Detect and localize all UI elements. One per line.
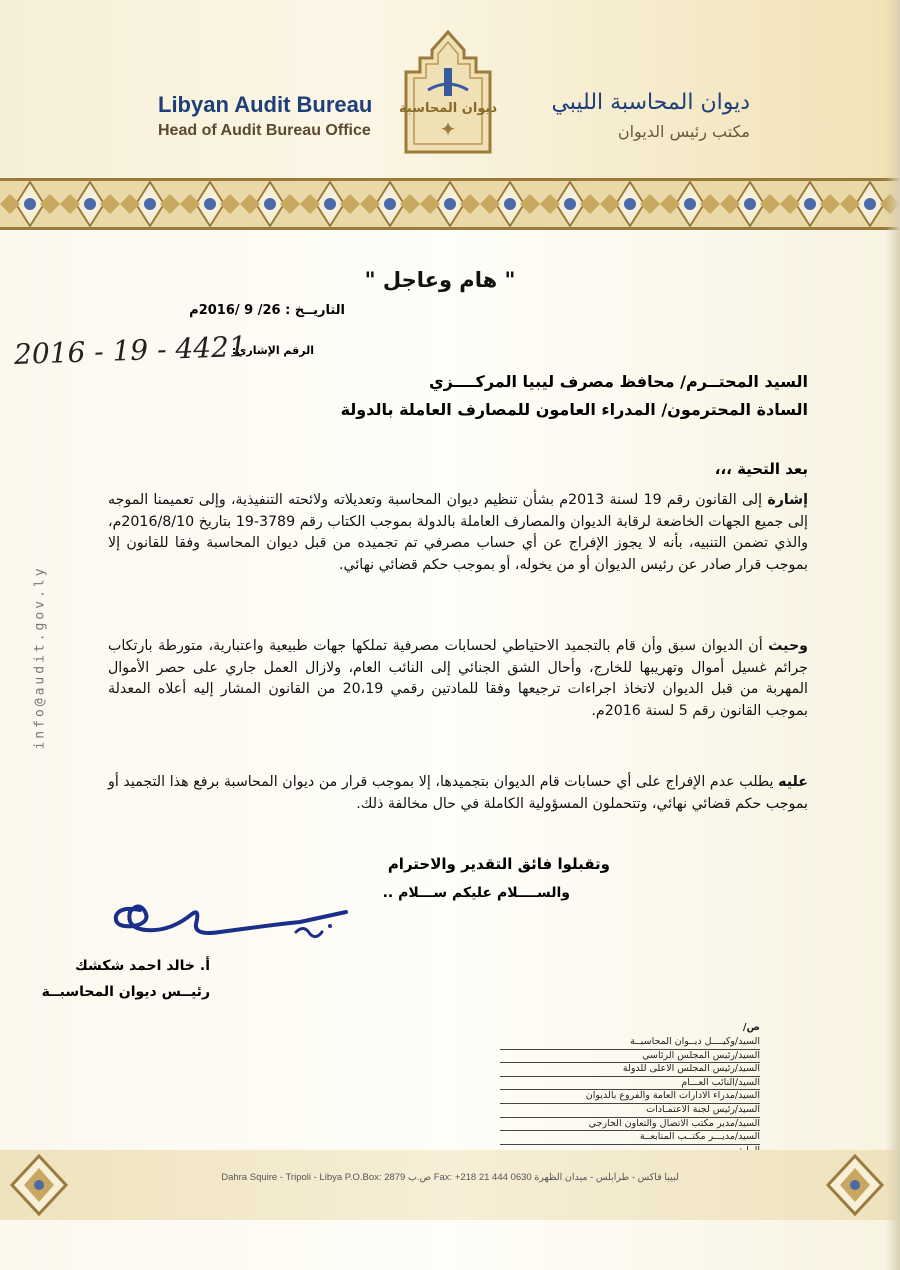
cc-heading: ص/ <box>742 1022 760 1033</box>
cc-item: السيد/رئيس المجلس الرئاسي <box>500 1050 760 1064</box>
audit-bureau-logo <box>390 28 506 156</box>
handwritten-signature <box>100 888 350 958</box>
side-email <box>30 540 50 780</box>
cc-item: السيد/مديـــر مكتــب المتابعــة <box>500 1131 760 1145</box>
footer-address: Dahra Squire - Tripoli - Libya P.O.Box: 2879 ص.ب Fax: +218 21 444 0630 لبيبا فاكس - طرابلس - ميدان الظهرة <box>221 1172 679 1183</box>
footer-ornament-right <box>820 1152 890 1218</box>
peace-line: والســــلام عليكم ســـلام .. <box>382 885 570 901</box>
cc-item: السيد/رئيس المجلس الاعلى للدولة <box>500 1063 760 1077</box>
paragraph-frozen-accounts <box>108 636 808 722</box>
paragraph-body: إلى القانون رقم 19 لسنة 2013م بشأن تنظيم ديوان المحاسبة وتعديلاته ولائحته التنفيذية، وإلى تعميمنا الموجه إلى جميع الجهات الخاضعة لرقابة الديوان والمصارف العاملة بالدولة بموجب الكتاب رقم 3789-19 بتاريخ 2016/8/10م، والذي تضمن التنبيه، بأنه لا يجوز الإفراج عن أي حساب مصرفي تم تجميده من قبل ديوان المحاسبة وفقا للقانون إلا بموجب قرار صادر عن رئيس الديوان أو من يخوله، أو بموجب حكم قضائي نهائي. <box>108 492 808 573</box>
arabic-subtitle: مكتب رئيس الديوان <box>617 122 750 141</box>
paragraph-lead: وحيث <box>768 638 808 654</box>
greeting: بعد التحية ،،، <box>714 460 808 478</box>
paragraph-reference-law <box>108 490 808 576</box>
svg-text:ديوان المحاسبة: ديوان المحاسبة <box>398 101 498 116</box>
reference-number-handwritten: 2016 - 19 - 4421 <box>13 329 248 372</box>
arabic-title: ديوان المحاسبة الليبي <box>551 90 750 115</box>
decorative-border <box>0 178 900 230</box>
signer-title: رئيــس ديوان المحاسبــة <box>41 984 210 1000</box>
cc-list <box>500 1022 760 1158</box>
side-email-text: info@audit.gov.ly <box>32 565 48 750</box>
cc-item: السيد/وكيــــل ديــوان المحاسبــة <box>500 1036 760 1050</box>
footer-ornament-left <box>4 1152 74 1218</box>
footer-band <box>0 1150 900 1220</box>
addressee-governor: السيد المحتــرم/ محافظ مصرف ليبيا المركــــزي <box>429 372 808 391</box>
cc-item: السيد/مدراء الادارات العامة والفروع بالديوان <box>500 1090 760 1104</box>
paragraph-lead: عليه <box>778 774 808 790</box>
cc-item: السيد/النائب العـــام <box>500 1077 760 1091</box>
urgent-heading: " هام وعاجل " <box>364 268 516 292</box>
addressee-bank-managers: السادة المحترمون/ المدراء العامون للمصارف العاملة بالدولة <box>340 400 808 419</box>
cc-item: السيد/رئيس لجنة الاعتمـادات <box>500 1104 760 1118</box>
paragraph-lead: إشارة <box>767 492 808 508</box>
paragraph-body: يطلب عدم الإفراج على أي حسابات قام الديوان بتجميدها، إلا بموجب قرار من ديوان المحاسبة برفع هذا التجميد أو بموجب حكم قضائي نهائي، وتتحملون المسؤولية الكاملة في حال مخالفة ذلك. <box>108 774 808 812</box>
english-subtitle: Head of Audit Bureau Office <box>158 122 371 139</box>
paragraph-body: أن الديوان سبق وأن قام بالتجميد الاحتياطي لحسابات مصرفية تملكها جهات طبيعية واعتبارية، متورطة بارتكاب جرائم غسيل أموال وتهريبها للخارج، وأحال الشق الجنائي إلى النائب العام، ولازال العمل جاري على حصر الأموال المهربة من قبل الديوان لاتخاذ اجراءات ترجيعها وفقا للمادتين رقمي 20،19 من القانون المشار إليه أعلاه المعدلة بموجب القانون رقم 5 لسنة 2016م. <box>108 638 808 719</box>
svg-text:✦: ✦ <box>439 117 457 141</box>
paragraph-request <box>108 772 808 815</box>
letter-date: التاريــخ : 26/ 9 /2016م <box>189 303 345 318</box>
cc-item: السيد/مدير مكتب الاتصال والتعاون الخارجي <box>500 1118 760 1132</box>
english-title: Libyan Audit Bureau <box>158 92 373 117</box>
signer-name: أ. خالد احمد شكشك <box>75 958 210 974</box>
closing-line: وتقبلوا فائق التقدير والاحترام <box>387 855 610 873</box>
reference-label: الرقم الإشاري: <box>231 344 314 357</box>
